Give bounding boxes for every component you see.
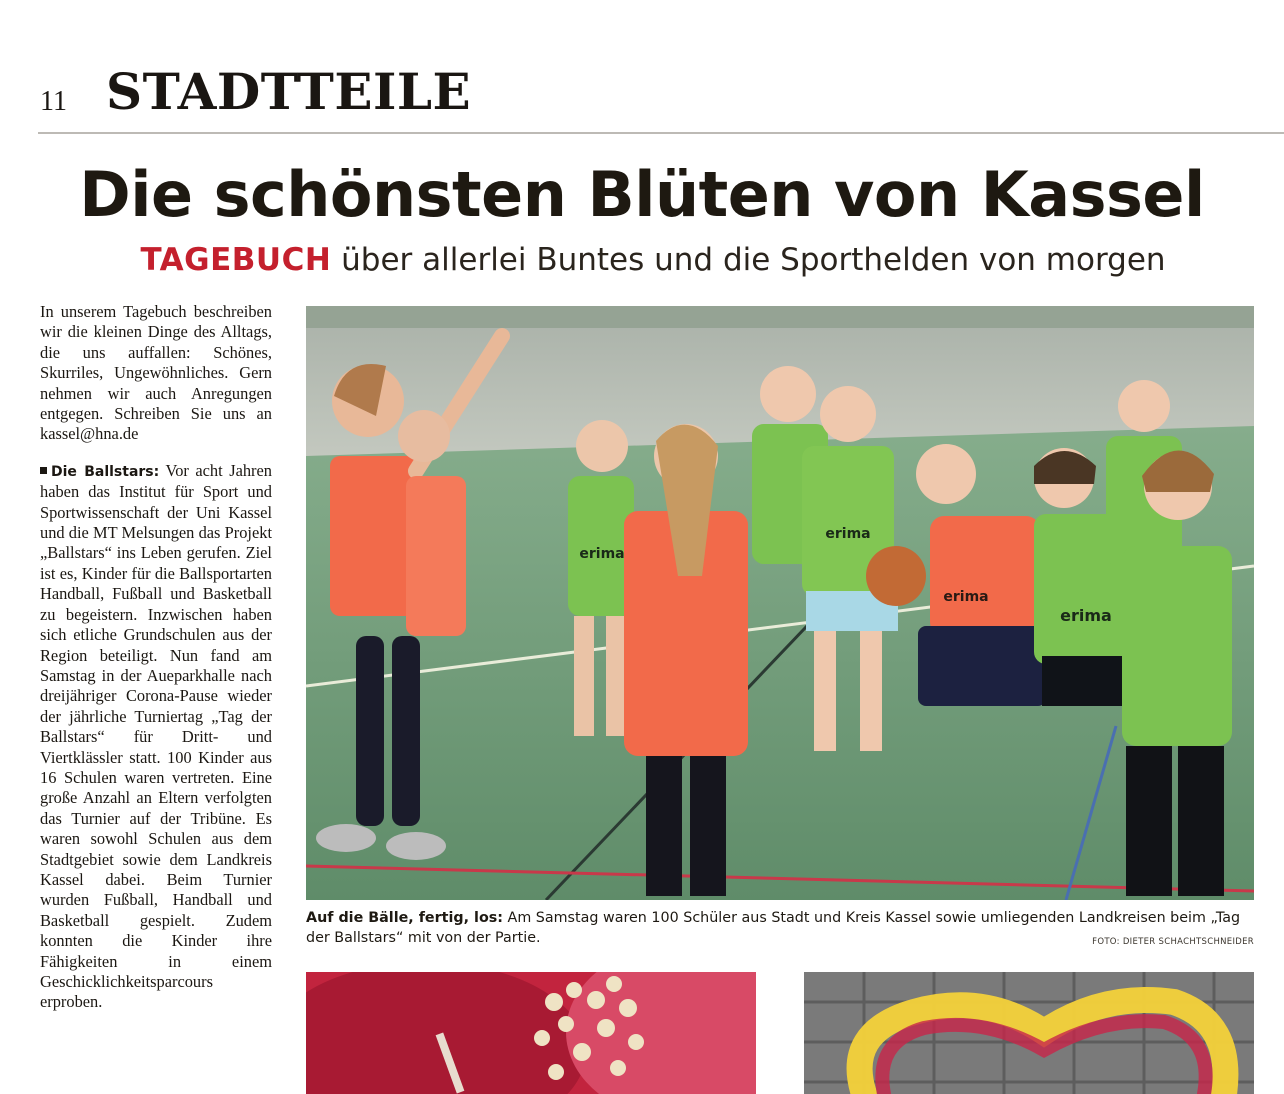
page-number: 11 xyxy=(40,86,67,117)
section-rule xyxy=(38,132,1284,134)
bib-print: erima xyxy=(943,589,989,605)
kicker: TAGEBUCH xyxy=(140,242,332,278)
caption-text: Am Samstag waren 100 Schüler aus Stadt und Kreis Kassel sowie umliegenden Landkreisen beim „Tag der Ballstars“ mit von der Partie. xyxy=(306,910,1241,946)
ballstars-paragraph xyxy=(40,461,272,1013)
photo-credit: FOTO: DIETER SCHACHTSCHNEIDER xyxy=(1092,937,1254,947)
flower-closeup xyxy=(306,972,756,1094)
caption-lead: Auf die Bälle, fertig, los: xyxy=(306,910,503,926)
bullet-icon xyxy=(40,467,47,474)
subheadline-text: über allerlei Buntes und die Sporthelden von morgen xyxy=(341,242,1166,278)
intro-paragraph: In unserem Tagebuch beschreiben wir die kleinen Dinge des Alltags, die uns auffallen: Schönes, Skurriles, Ungewöhnliches. Gern nehmen wir auch Anregungen entgegen. Schreiben Sie uns an kassel@hna.de xyxy=(40,302,272,444)
flower-photo xyxy=(306,972,756,1094)
item-lead: Die Ballstars: xyxy=(51,463,160,480)
basketball-icon xyxy=(866,546,926,606)
headline: Die schönsten Blüten von Kassel xyxy=(79,158,1205,231)
text-column xyxy=(40,302,272,1029)
petals-on-pavement xyxy=(804,972,1254,1094)
basketball-scene xyxy=(306,306,1254,900)
bib-print: erima xyxy=(579,546,625,562)
main-photo xyxy=(306,306,1254,900)
bib-print: erima xyxy=(1060,606,1112,625)
bib-print: erima xyxy=(825,526,871,542)
subheadline xyxy=(0,242,1284,278)
item-body: Vor acht Jahren haben das Institut für Sport und Sportwissenschaft der Uni Kassel und die MT Melsungen das Projekt „Ballstars“ ins Leben gerufen. Ziel ist es, Kinder für die Ballsportarten Handball, Fußball und Basketball zu begeistern. Inzwischen haben sich etliche Grundschulen aus der Region beteiligt. Nun fand am Samstag in der Aueparkhalle nach dreijähriger Corona-Pause wieder der jährliche Turniertag „Tag der Ballstars“ für Dritt- und Viertklässler statt. 100 Kinder aus 16 Schulen waren vertreten. Eine große Anzahl an Eltern verfolgten das Turnier auf der Tribüne. Es waren sowohl Schulen aus dem Stadtgebiet sowie dem Landkreis Kassel dabei. Beim Turnier wurden Fußball, Handball und Basketball gespielt. Zudem konnten die Kinder ihre Fähigkeiten in einem Geschicklichkeitsparcours erproben. xyxy=(40,460,272,1012)
wall-top xyxy=(306,306,1254,328)
petals-photo xyxy=(804,972,1254,1094)
section-title: STADTTEILE xyxy=(106,62,472,121)
